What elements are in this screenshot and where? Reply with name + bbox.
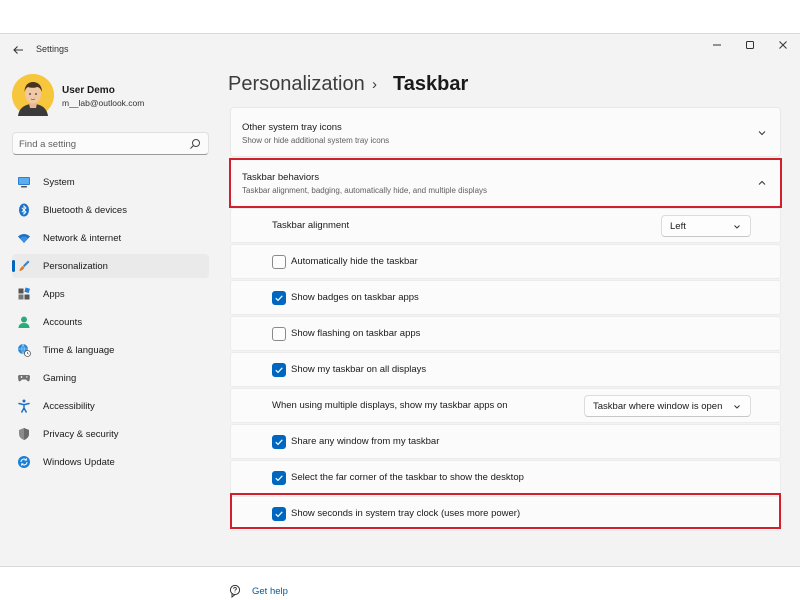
chevron-down-icon: [732, 222, 742, 232]
maximize-button[interactable]: [738, 38, 762, 56]
show-flashing-checkbox[interactable]: [272, 327, 286, 341]
row-label: Select the far corner of the taskbar to show the desktop: [291, 472, 524, 483]
card-description: Taskbar alignment, badging, automatically hide, and multiple displays: [242, 186, 488, 195]
multi-display-dropdown[interactable]: [584, 395, 751, 417]
close-button[interactable]: [771, 38, 795, 56]
page-title: Taskbar: [393, 73, 469, 95]
far-corner-checkbox[interactable]: [272, 471, 286, 485]
show-seconds-checkbox[interactable]: [272, 507, 286, 521]
back-button[interactable]: [8, 41, 28, 59]
sidebar-item-accounts[interactable]: [12, 310, 209, 334]
sidebar-item-privacy[interactable]: [12, 422, 209, 446]
row-label: Show seconds in system tray clock (uses more power): [291, 508, 521, 519]
accessibility-icon: [17, 399, 31, 413]
user-name: User Demo: [62, 85, 115, 96]
row-label: Show badges on taskbar apps: [291, 292, 419, 303]
sidebar-item-network[interactable]: [12, 226, 209, 250]
sidebar-item-label: Network & internet: [43, 233, 122, 244]
dropdown-value: Left: [670, 221, 686, 232]
show-badges-checkbox[interactable]: [272, 291, 286, 305]
bluetooth-icon: [17, 203, 31, 217]
taskbar-alignment-dropdown[interactable]: [661, 215, 751, 237]
search-icon[interactable]: [189, 138, 201, 150]
checkmark-icon: [274, 365, 284, 375]
sidebar-item-label: Gaming: [43, 373, 77, 384]
minimize-icon: [712, 40, 722, 50]
sidebar-item-bluetooth[interactable]: [12, 198, 209, 222]
help-chat-icon[interactable]: [229, 584, 243, 598]
dropdown-value: Taskbar where window is open: [593, 401, 723, 412]
title-bar: [0, 34, 800, 64]
sidebar-item-label: Accounts: [43, 317, 83, 328]
row-label: Automatically hide the taskbar: [291, 256, 418, 267]
paintbrush-icon: [17, 259, 31, 273]
search-input[interactable]: [19, 136, 179, 152]
sidebar-item-label: Windows Update: [43, 457, 115, 468]
avatar[interactable]: [12, 74, 54, 116]
user-avatar-icon: [12, 74, 54, 116]
far-corner-row: [230, 460, 781, 495]
sidebar-item-accessibility[interactable]: [12, 394, 209, 418]
sidebar-item-gaming[interactable]: [12, 366, 209, 390]
close-icon: [778, 40, 788, 50]
back-arrow-icon: [12, 44, 24, 56]
multi-display-row: [230, 388, 781, 423]
sidebar-item-label: Time & language: [43, 345, 115, 356]
show-seconds-row: [230, 496, 781, 531]
sidebar-item-time[interactable]: [12, 338, 209, 362]
card-title: Other system tray icons: [242, 122, 342, 133]
sidebar-item-windows-update[interactable]: [12, 450, 209, 474]
minimize-button[interactable]: [705, 38, 729, 56]
sidebar-item-system[interactable]: [12, 170, 209, 194]
person-icon: [17, 315, 31, 329]
search-box[interactable]: [12, 132, 209, 155]
checkmark-icon: [274, 509, 284, 519]
all-displays-row: [230, 352, 781, 387]
shield-icon: [17, 427, 31, 441]
show-badges-row: [230, 280, 781, 315]
globe-clock-icon: [17, 343, 31, 357]
chevron-up-icon[interactable]: [756, 177, 768, 189]
sidebar-item-label: System: [43, 177, 75, 188]
apps-icon: [17, 287, 31, 301]
checkmark-icon: [274, 437, 284, 447]
sidebar-item-label: Apps: [43, 289, 65, 300]
show-flashing-row: [230, 316, 781, 351]
get-help-link[interactable]: Get help: [252, 586, 288, 597]
sidebar-item-label: Accessibility: [43, 401, 95, 412]
card-description: Show or hide additional system tray icons: [242, 136, 390, 145]
auto-hide-checkbox[interactable]: [272, 255, 286, 269]
app-title: Settings: [36, 44, 69, 54]
share-window-row: [230, 424, 781, 459]
breadcrumb-personalization[interactable]: Personalization: [228, 73, 365, 95]
sidebar-item-personalization[interactable]: [12, 254, 209, 278]
update-icon: [17, 455, 31, 469]
chevron-down-icon[interactable]: [756, 127, 768, 139]
sidebar-item-label: Personalization: [43, 261, 108, 272]
row-label: Show my taskbar on all displays: [291, 364, 427, 375]
row-label: When using multiple displays, show my taskbar apps on: [272, 400, 508, 411]
sidebar-nav: [12, 170, 209, 478]
share-window-checkbox[interactable]: [272, 435, 286, 449]
row-label: Show flashing on taskbar apps: [291, 328, 421, 339]
maximize-icon: [745, 40, 755, 50]
chevron-down-icon: [732, 402, 742, 412]
sidebar-item-label: Bluetooth & devices: [43, 205, 127, 216]
auto-hide-row: [230, 244, 781, 279]
other-tray-icons-card[interactable]: [230, 107, 781, 157]
sidebar-item-label: Privacy & security: [43, 429, 119, 440]
monitor-icon: [17, 175, 31, 189]
taskbar-alignment-row: [230, 208, 781, 243]
wifi-icon: [17, 231, 31, 245]
sidebar-item-apps[interactable]: [12, 282, 209, 306]
breadcrumb-separator: ›: [372, 76, 377, 93]
row-label: Share any window from my taskbar: [291, 436, 440, 447]
checkmark-icon: [274, 473, 284, 483]
row-label: Taskbar alignment: [272, 220, 350, 231]
checkmark-icon: [274, 293, 284, 303]
taskbar-behaviors-card[interactable]: [230, 158, 781, 207]
gamepad-icon: [17, 371, 31, 385]
card-title: Taskbar behaviors: [242, 172, 320, 183]
settings-window: [0, 33, 800, 597]
user-email: m__lab@outlook.com: [62, 98, 145, 108]
all-displays-checkbox[interactable]: [272, 363, 286, 377]
